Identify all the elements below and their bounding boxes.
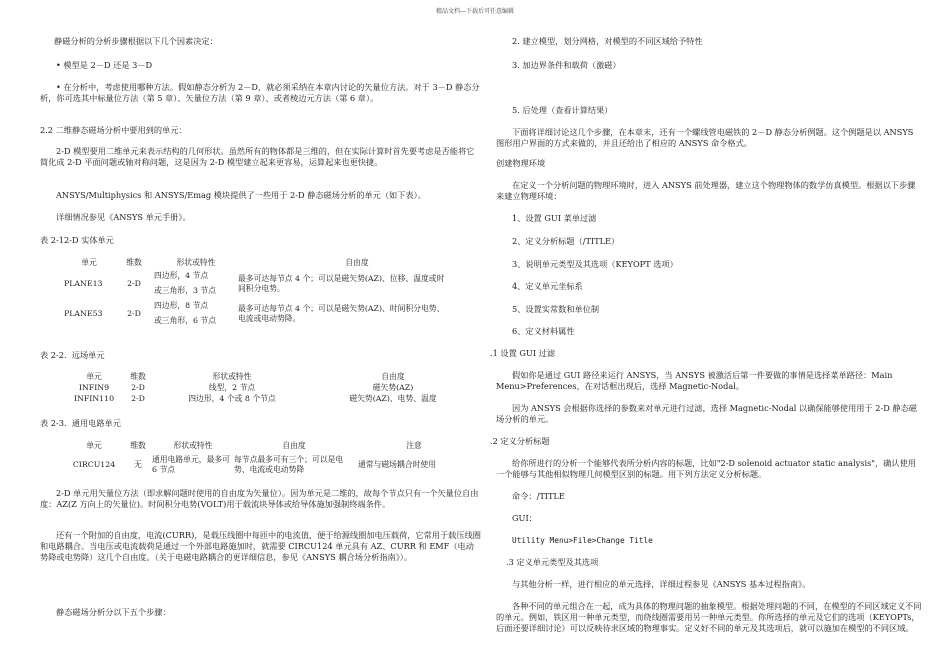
table-cell: PLANE13 [64,279,103,288]
list-item: 2、定义分析标题（/TITLE） [512,236,620,246]
table-cell: 通用电路单元，最多可 6 节点 [152,455,230,474]
list-item: 3、说明单元类型及其选项（KEYOPT 选项） [512,259,678,269]
table-cell: 2-D [131,393,145,403]
table-header-cell: 形状或特性 [173,441,213,450]
table-2-title: 表 2-2. 远场单元 [40,350,105,360]
page-header: 精品文档---下载后可任意编辑 [435,8,515,15]
para-intro: 静磁分析的分析步骤根据以下几个因素决定： [54,36,218,46]
table-row [64,393,474,404]
table-row [64,269,476,283]
table-circuit-elements [64,440,474,478]
para-current-dof: 还有一个附加的自由度，电流(CURR)，是载压线圈中每匝中的电流值，便于给源线圈加电压载荷，它常用于载压线圈和电路耦合。当电压或电流载荷是通过一个外部电路施加时，就需要 CIRCU124 单元具有 AZ、CURR 和 EMF（电动势降或电势降）这几个自由度。（关于电磁电路耦合的更详细信息，参见《ANSYS 耦合场分析指南》）。 [40,530,481,562]
table-cell: INFIN110 [73,393,115,403]
list-item: 5、设置实常数和单位制 [512,304,600,314]
table-header-cell: 单元 [86,371,102,381]
table-header-cell: 自由度 [282,441,306,450]
section-2-2-heading: 2.2 二维静态磁场分析中要用到的单元： [40,125,187,135]
table-cell: 磁矢势(AZ)、电势、温度 [349,393,437,403]
para-detail-steps: 下面将详细讨论这几个步骤，在本章末，还有一个螺线管电磁铁的 2－D 静态分析例题。这个例题是以 ANSYS 图形用户界面的方式来做的，并且还给出了相应的 ANSYS 命令格式。 [496,127,916,148]
table-solid-elements [64,257,476,329]
list-item: 4、定义单元坐标系 [512,281,583,291]
list-item: 6、定义材料属性 [512,326,575,336]
table-cell: 线型，2 节点 [208,382,256,392]
heading-gui-filter: .1 设置 GUI 过滤 [490,348,556,358]
step-3-loads: 3. 加边界条件和载荷（激磁） [512,60,621,70]
para-vector-potential: 2-D 单元用矢量位方法（即求解问题时使用的自由度为矢量位）。因为单元是二维的，故每个节点只有一个矢量位自由度：AZ(Z 方向上的矢量位)。时间积分电势(VOLT)用于载流块导体或给导体施加强制终端条件。 [40,488,479,509]
table-row [64,299,476,313]
table-cell: 2-D [131,382,145,392]
table-header-cell: 单元 [81,258,97,267]
table-header-cell: 维数 [126,258,142,267]
table-row [64,452,474,478]
table-cell: CIRCU124 [72,460,116,469]
table-3-title: 表 2-3. 通用电路单元 [40,418,121,428]
table-cell: 四边形，4 个或 8 个节点 [188,393,276,403]
table-farfield-elements [64,371,474,404]
table-cell: 磁矢势(AZ) [372,382,414,392]
table-cell: 或三角形，3 节点 [154,286,217,295]
table-header-cell: 自由度 [381,371,405,381]
heading-analysis-title: .2 定义分析标题 [490,436,550,446]
table-cell: 无 [134,460,142,469]
para-physics-env: 在定义一个分析问题的物理环境时，进入 ANSYS 前处理器，建立这个物理物体的数学仿真模型。根据以下步骤来建立物理环境： [496,180,916,201]
gui-menu-path: Utility Menu>File>Change Title [512,536,653,545]
table-header-cell: 注意 [406,441,422,450]
table-header-cell: 形状或特性 [176,258,216,267]
table-cell: PLANE53 [64,309,103,318]
bullet-method: • 在分析中，考虑使用哪种方法。假如静态分析为 2－D，就必须采纳在本章内讨论的矢量位方法。对于 3－D 静态分析，你可选其中标量位方法（第 5 章）、矢量位方法（第 9 章）、或者棱边元方法（第 6 章）。 [40,82,480,103]
table-header-cell: 形状或特性 [212,371,252,381]
para-see-manual: 详细情况参见《ANSYS 单元手册》。 [56,212,191,222]
para-element-select: 与其他分析一样，进行相应的单元选择，详细过程参见《ANSYS 基本过程指南》。 [512,579,811,589]
bullet-model-dim: • 模型是 2－D 还是 3－D [56,60,153,70]
table-1-title: 表 2-12-D 实体单元 [40,235,114,245]
para-modules: ANSYS/Multiphysics 和 ANSYS/Emag 模块提供了一些用于 2-D 静态磁场分析的单元（如下表）。 [56,190,426,200]
para-five-steps: 静态磁场分析分以下五个步骤： [56,607,171,617]
table-cell: 最多可达每节点 4 个；可以是磁矢势(AZ)、位移、温度或时间积分电势。 [238,274,445,293]
table-cell: 或三角形，6 节点 [154,316,217,325]
para-2d-model: 2-D 模型要用二维单元来表示结构的几何形状。虽然所有的物体都是三维的，但在实际计算时首先要考虑是否能将它简化成 2-D 平面问题或轴对称问题，这是因为 2-D 模型建立起来更容易，运算起来也更快捷。 [40,146,475,167]
heading-create-physics: 创建物理环境 [496,158,546,168]
table-cell: 四边形，8 节点 [154,301,209,310]
table-cell: 2-D [127,279,141,288]
table-header-cell: 维数 [130,371,146,381]
table-cell: INFIN9 [78,382,110,392]
command-title: 命令：/TITLE [512,491,565,501]
list-item: 1、设置 GUI 菜单过滤 [512,213,597,223]
para-magnetic-nodal: 因为 ANSYS 会根据你选择的参数来对单元进行过滤，选择 Magnetic-Nodal 以确保能够使用用于 2-D 静态磁场分析的单元。 [496,403,917,424]
table-row [64,382,474,393]
table-cell: 四边形，4 节点 [154,271,209,280]
table-cell: 通常与磁场耦合时使用 [358,460,436,469]
step-5-postprocess: 5. 后处理（查看计算结果） [512,105,613,115]
table-cell: 最多可达每节点 4 个；可以是磁矢势(AZ)、时间积分电势、电流或电动势降。 [238,304,445,323]
table-cell: 每节点最多可有三个；可以是电势、电流或电动势降 [234,455,344,474]
table-header-cell: 单元 [86,441,102,450]
heading-element-type: .3 定义单元类型及其选项 [506,557,599,567]
table-header-cell: 维数 [130,441,146,450]
step-2-build-model: 2. 建立模型，划分网格，对模型的不同区域给予特性 [512,36,703,46]
para-gui-path: 假如你是通过 GUI 路径来运行 ANSYS，当 ANSYS 被激活后第一件要做的事情是选择菜单路径：Main Menu>Preferences，在对话框出现后，选择 Magnetic-Nodal。 [496,370,896,391]
para-title-desc: 给你所进行的分析一个能够代表所分析内容的标题，比如"2-D solenoid actuator static analysis"，确认使用一个能够与其他相似物理几何模型区别的标题。用下列方法定义分析标题。 [496,458,916,479]
table-header-cell: 自由度 [345,258,369,267]
gui-label: GUI： [512,513,537,523]
para-element-combo: 各种不同的单元组合在一起，成为具体的物理问题的抽象模型。根据处理问题的不同，在模型的不同区域定义不同的单元。例如，铁区用一种单元类型，而绕线圈需要用另一种单元类型。你所选择的单元及它们的选项（KEYOPTs，后面还要详细讨论）可以反映待求区域的物理事实。定义好不同的单元及其选项后，就可以施加在模型的不同区域。 [496,601,922,633]
table-cell: 2-D [127,309,141,318]
